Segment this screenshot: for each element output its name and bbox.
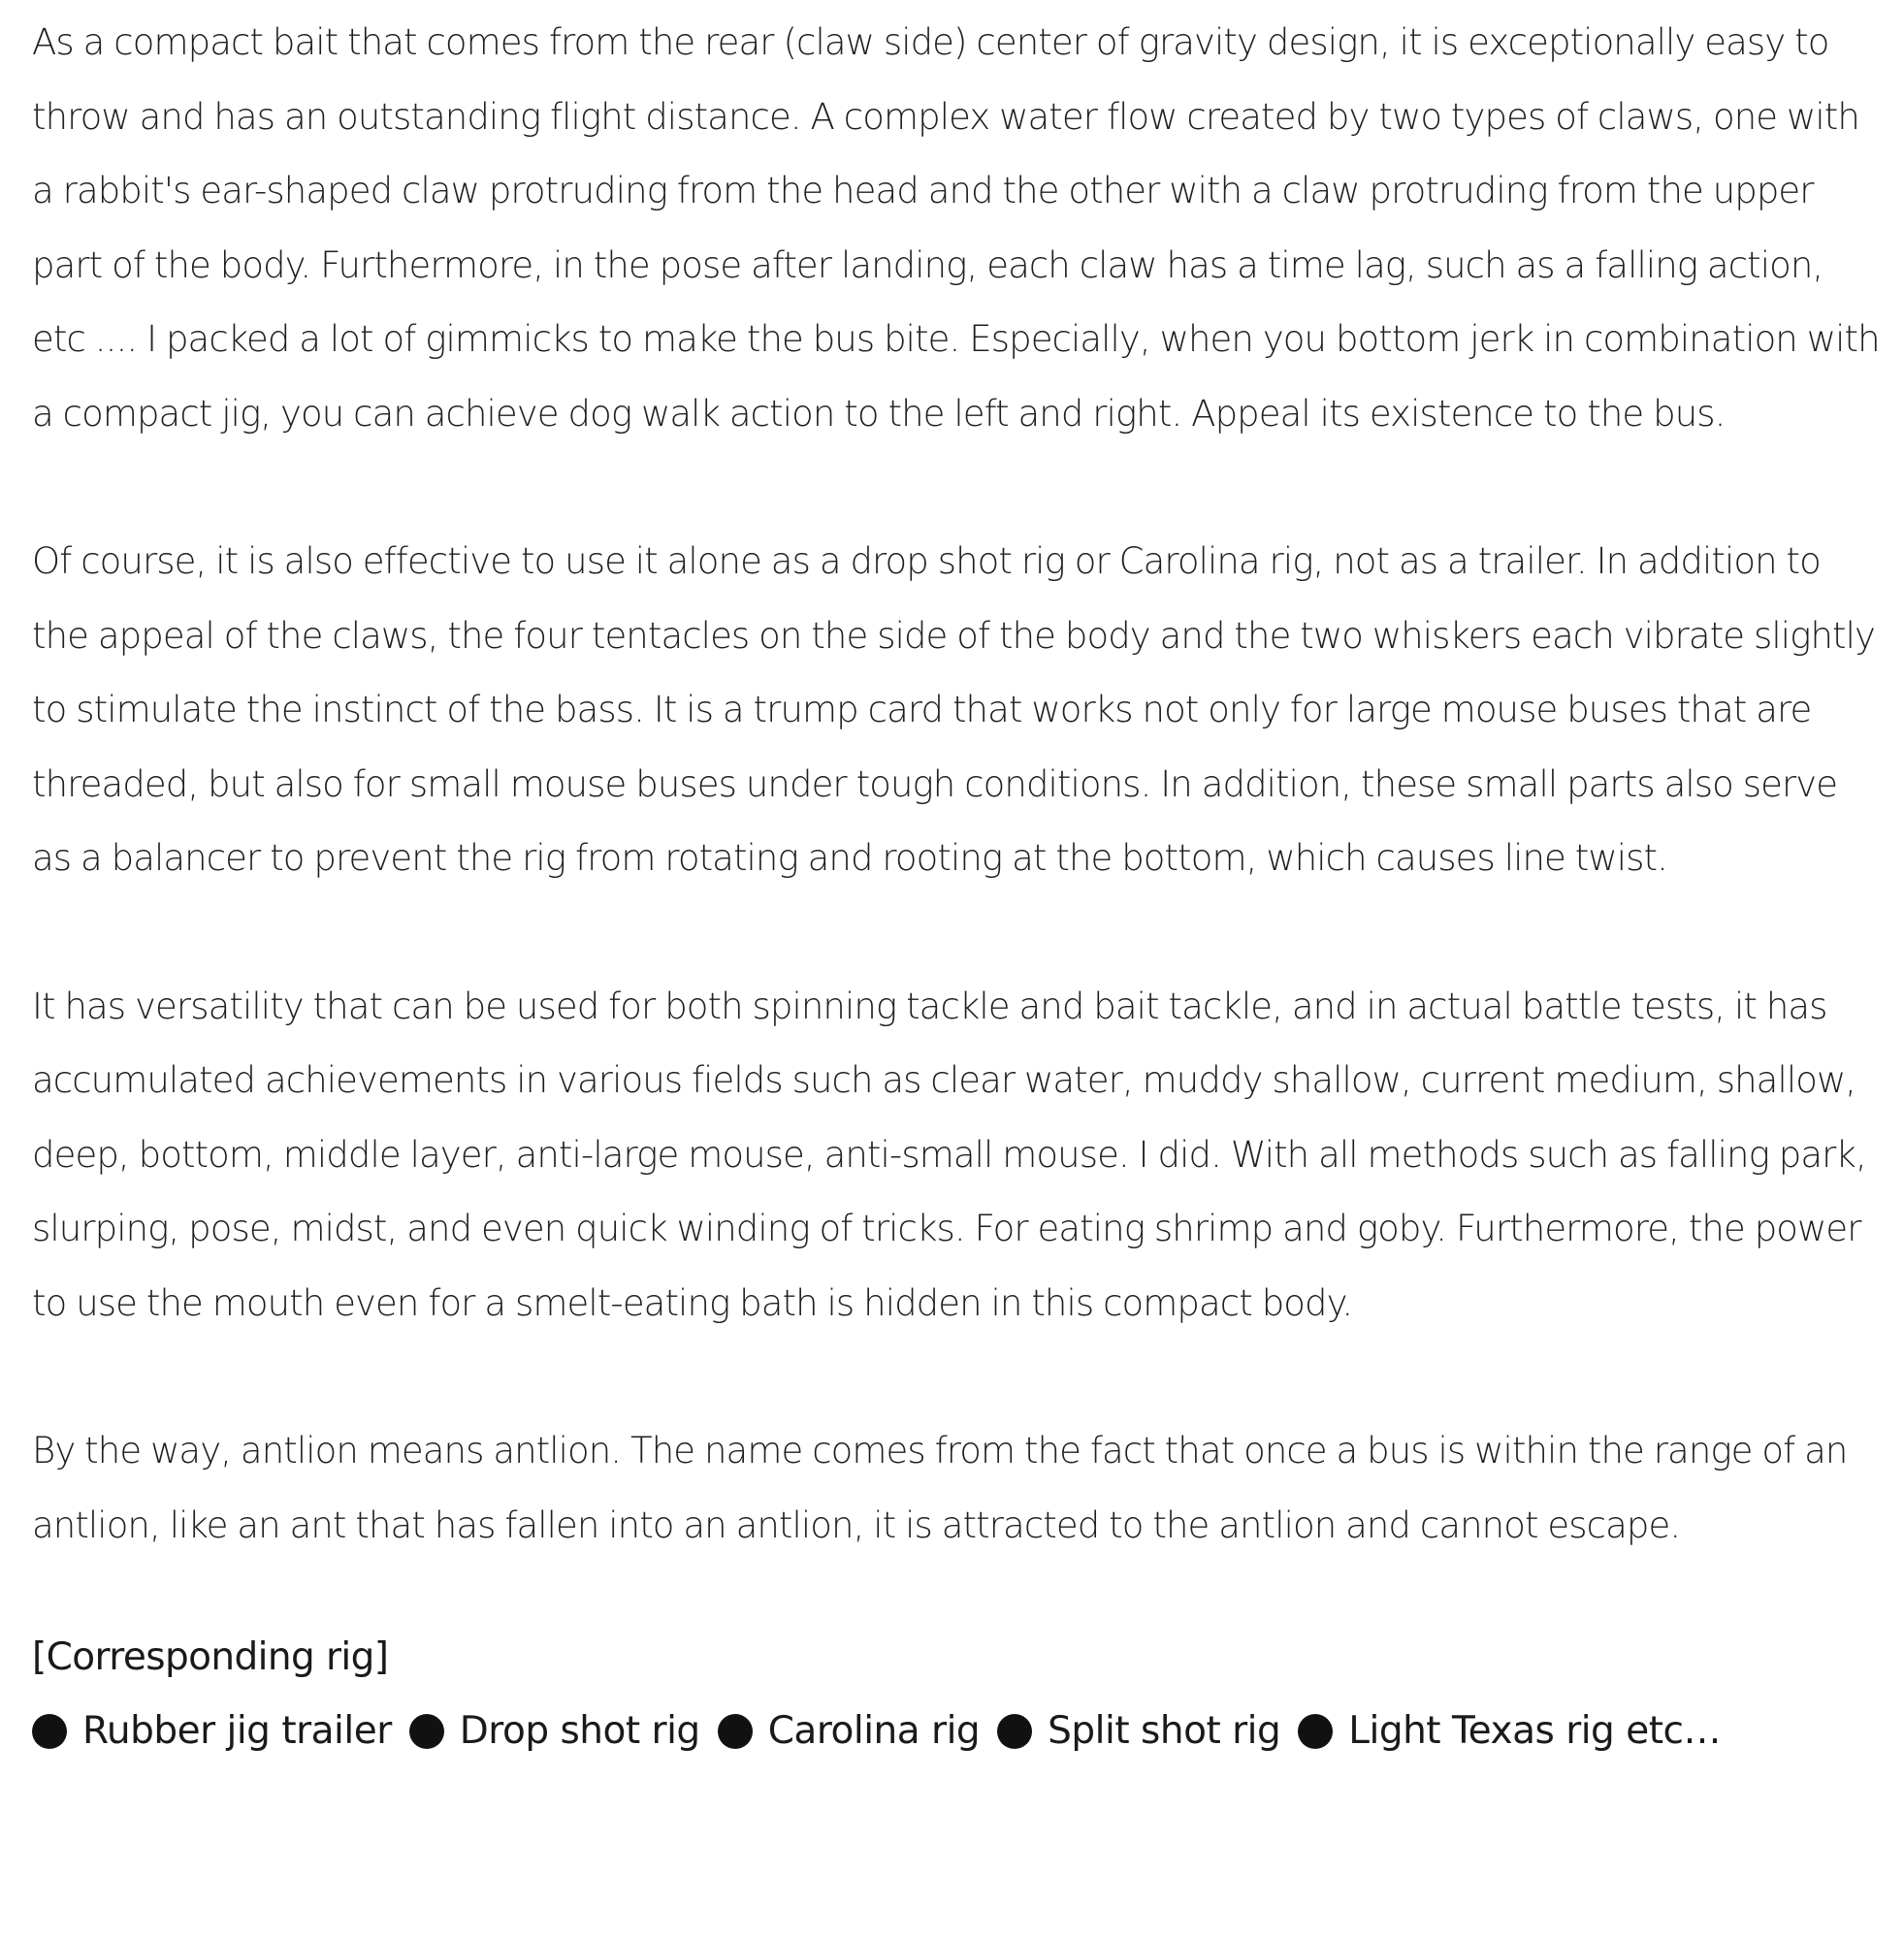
rig-item-carolina-rig: [718, 1695, 980, 1768]
rig-item-drop-shot-rig: [409, 1695, 700, 1768]
black-circle-icon: [1298, 1714, 1333, 1749]
rig-item-split-shot-rig: [997, 1695, 1280, 1768]
rig-item-label: Light Texas rig etc…: [1348, 1709, 1721, 1753]
rig-item-label: Rubber jig trailer: [82, 1709, 392, 1753]
rig-item-label: Carolina rig: [767, 1709, 981, 1753]
description-paragraph-1: As a compact bait that comes from the rear (claw side) center of gravity design, it is exceptionally easy to throw and has an outstanding flight distance. A complex water flow created by two types of claws, one with a rabbit's ear-shaped claw protruding from the head and the other with a claw protruding from the upper part of the body. Furthermore, in the pose after landing, each claw has a time lag, such as a falling action, etc .... I packed a lot of gimmicks to make the bus bite. Especially, when you bottom jerk in combination with a compact jig, you can achieve dog walk action to the left and right. Appeal its existence to the bus.: [32, 21, 1880, 435]
rig-item-label: Drop shot rig: [459, 1709, 700, 1753]
black-circle-icon: [32, 1714, 67, 1749]
rig-list: [32, 1695, 1885, 1768]
description-paragraph-3: It has versatility that can be used for both spinning tackle and bait tackle, and in actual battle tests, it has accumulated achievements in various fields such as clear water, muddy shallow, current medium, shallow, deep, bottom, middle layer, anti-large mouse, anti-small mouse. I did. With all methods such as falling park, slurping, pose, midst, and even quick winding of tricks. For eating shrimp and goby. Furthermore, the power to use the mouth even for a smelt-eating bath is hidden in this compact body.: [32, 985, 1866, 1324]
description-paragraph-2: Of course, it is also effective to use it alone as a drop shot rig or Carolina rig, not as a trailer. In addition to the appeal of the claws, the four tentacles on the side of the body and the two whiskers each vibrate slightly to stimulate the instinct of the bass. It is a trump card that works not only for large mouse buses that are threaded, but also for small mouse buses under tough conditions. In addition, these small parts also serve as a balancer to prevent the rig from rotating and rooting at the bottom, which causes line twist.: [32, 540, 1875, 879]
rig-item-label: Split shot rig: [1048, 1709, 1281, 1753]
black-circle-icon: [718, 1714, 753, 1749]
rig-item-rubber-jig-trailer: [32, 1695, 392, 1768]
black-circle-icon: [997, 1714, 1032, 1749]
description-paragraph-4: By the way, antlion means antlion. The name comes from the fact that once a bus is within the range of an antlion, like an ant that has fallen into an antlion, it is attracted to the antlion and cannot escape.: [32, 1430, 1848, 1546]
corresponding-rig-heading: [Corresponding rig]: [32, 1635, 389, 1679]
rig-item-light-texas-rig: [1298, 1695, 1721, 1768]
black-circle-icon: [409, 1714, 444, 1749]
